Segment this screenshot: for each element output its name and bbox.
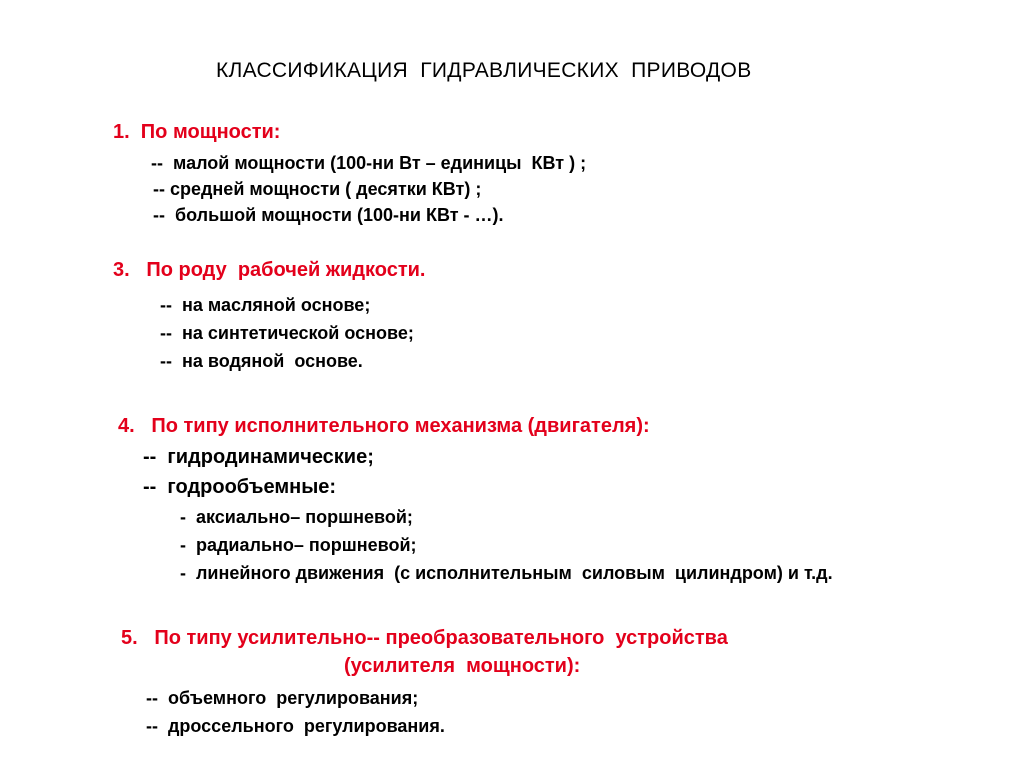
- section-heading-actuator: 4. По типу исполнительного механизма (двигателя):: [118, 415, 650, 437]
- list-item-hydrodynamic: -- гидродинамические;: [143, 446, 374, 468]
- list-item-volumetric-control: -- объемного регулирования;: [146, 688, 419, 708]
- list-item-volumetric: -- годрообъемные:: [143, 476, 337, 498]
- section-heading-amplifier: 5. По типу усилительно-- преобразовательного устройства: [121, 627, 728, 649]
- list-item-oil-based: -- на масляной основе;: [160, 295, 371, 315]
- list-item-water-based: -- на водяной основе.: [160, 351, 363, 371]
- list-item-medium-power: -- средней мощности ( десятки КВт) ;: [153, 179, 482, 199]
- list-item-low-power: -- малой мощности (100-ни Вт – единицы КВт ) ;: [151, 153, 587, 173]
- list-item-synthetic-based: -- на синтетической основе;: [160, 323, 414, 343]
- sub-item-radial-piston: - радиально– поршневой;: [180, 535, 417, 555]
- list-item-throttle-control: -- дроссельного регулирования.: [146, 716, 445, 736]
- sub-item-linear-motion: - линейного движения (с исполнительным силовым цилиндром) и т.д.: [180, 563, 833, 583]
- sub-item-axial-piston: - аксиально– поршневой;: [180, 507, 413, 527]
- list-item-high-power: -- большой мощности (100-ни КВт - …).: [153, 205, 504, 225]
- page-title: КЛАССИФИКАЦИЯ ГИДРАВЛИЧЕСКИХ ПРИВОДОВ: [216, 59, 752, 82]
- section-heading-amplifier-cont: (усилителя мощности):: [344, 655, 581, 677]
- section-heading-fluid: 3. По роду рабочей жидкости.: [113, 259, 426, 281]
- section-heading-power: 1. По мощности:: [113, 121, 281, 143]
